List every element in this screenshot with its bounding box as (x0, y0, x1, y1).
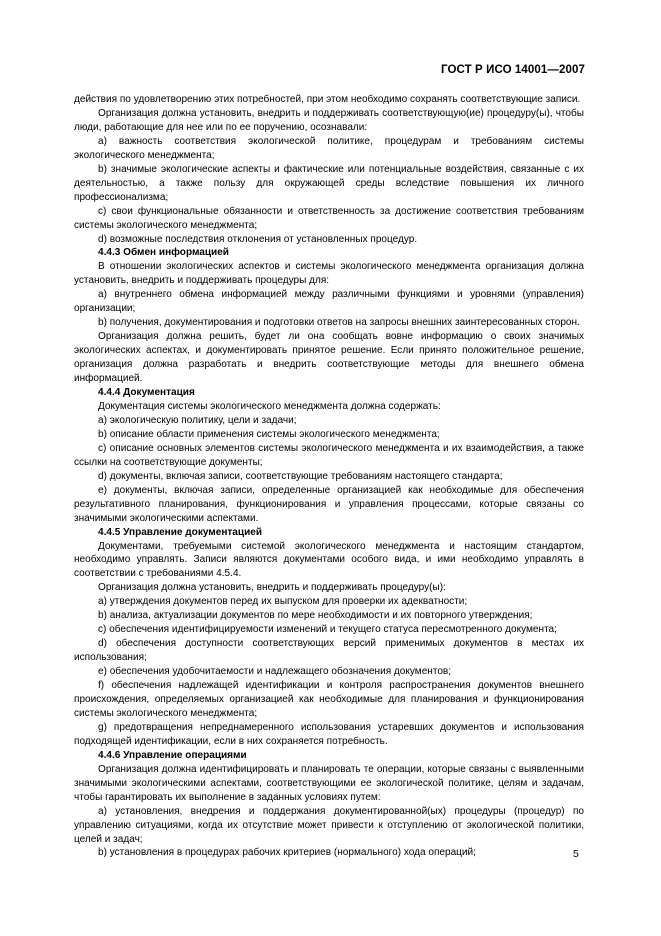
list-item: f) обеспечения надлежащей идентификации и контроля распространения документов внешнего происхождения, определяемых организацией как необходимые для планирования и функционирования системы экологического менеджмента; (74, 680, 584, 719)
section-heading-4-4-6: 4.4.6 Управление операциями (98, 749, 247, 761)
list-item: a) утверждения документов перед их выпуском для проверки их адекватности; (98, 596, 468, 608)
list-item: b) анализа, актуализации документов по мере необходимости и их повторного утверждения; (98, 610, 533, 622)
paragraph: Организация должна идентифицировать и планировать те операции, которые связаны с выявленными значимыми экологическими аспектами, соответствующими ее экологической политике, целям и задачам, чтобы гарантировать их выполнение в заданных условиях путем: (74, 763, 584, 803)
list-item: a) внутреннего обмена информацией между различными функциями и уровнями (управления) организации; (74, 289, 584, 315)
list-item: a) установления, внедрения и поддержания документированной(ых) процедуры (процедур) по управлению ситуациями, когда их отсутствие может привести к отступлению от экологической политики, целей и задач; (74, 805, 584, 845)
paragraph: Организация должна установить, внедрить и поддерживать процедуру(ы): (98, 582, 446, 594)
page-body (74, 93, 584, 860)
list-item: e) обеспечения удобочитаемости и надлежащего обозначения документов; (98, 666, 452, 678)
paragraph: В отношении экологических аспектов и системы экологического менеджмента организация должна установить, внедрить и поддерживать процедуры для: (74, 261, 584, 287)
standard-header: ГОСТ Р ИСО 14001—2007 (440, 64, 585, 76)
section-heading-4-4-5: 4.4.5 Управление документацией (98, 526, 263, 538)
paragraph: Документами, требуемыми системой экологического менеджмента и настоящим стандартом, необходимо управлять. Записи являются документами особого вида, и ими необходимо управлять в соответствии с требованиями 4.5.4. (74, 540, 584, 580)
list-item: e) документы, включая записи, определенные организацией как необходимые для обеспечения результативного планирования, функционирования и управления процессами, которые связаны со значимыми экологическими аспектами. (74, 484, 584, 524)
list-item: b) установления в процедурах рабочих критериев (нормального) хода операций; (98, 847, 476, 859)
list-item: b) описание области применения системы экологического менеджмента; (98, 428, 440, 440)
section-heading-4-4-4: 4.4.4 Документация (98, 387, 195, 399)
paragraph: Организация должна решить, будет ли она сообщать вовне информацию о своих значимых экологических аспектах, и документировать принятое решение. Если принято положительное решение, организация должна разработать и внедрить соответствующие методы для внешнего обмена информацией. (74, 331, 584, 385)
paragraph: Документация системы экологического менеджмента должна содержать: (98, 400, 441, 412)
list-item: c) свои функциональные обязанности и ответственность за достижение соответствия требованиям системы экологического менеджмента; (74, 205, 584, 231)
list-item: c) обеспечения идентифицируемости изменений и текущего статуса пересмотренного документа; (98, 624, 557, 636)
list-item: c) описание основных элементов системы экологического менеджмента и их взаимодействия, а также ссылки на соответствующие документы; (74, 442, 584, 468)
list-item: d) обеспечения доступности соответствующих версий применимых документов в местах их использования; (74, 638, 584, 664)
page-number: 5 (573, 848, 579, 860)
list-item: a) важность соответствия экологической политике, процедурам и требованиям системы экологического менеджмента; (74, 135, 584, 161)
list-item: b) значимые экологические аспекты и фактические или потенциальные воздействия, связанные с их деятельностью, а также пользу для окружающей среды вследствие повышения их личного профессионализма; (74, 163, 584, 203)
list-item: g) предотвращения непреднамеренного использования устаревших документов и использования подходящей идентификации, если в них сохраняется потребность. (74, 721, 584, 747)
paragraph: Организация должна установить, внедрить и поддерживать соответствующую(ие) процедуру(ы), чтобы люди, работающие для нее или по ее поручению, осознавали: (74, 107, 584, 133)
list-item: d) документы, включая записи, соответствующие требованиям настоящего стандарта; (98, 470, 503, 482)
list-item: b) получения, документирования и подготовки ответов на запросы внешних заинтересованных сторон. (98, 317, 580, 329)
list-item: d) возможные последствия отклонения от установленных процедур. (98, 233, 418, 245)
paragraph: действия по удовлетворению этих потребностей, при этом необходимо сохранять соответствующие записи. (74, 94, 581, 105)
list-item: a) экологическую политику, цели и задачи; (98, 414, 297, 426)
section-heading-4-4-3: 4.4.3 Обмен информацией (98, 247, 229, 259)
